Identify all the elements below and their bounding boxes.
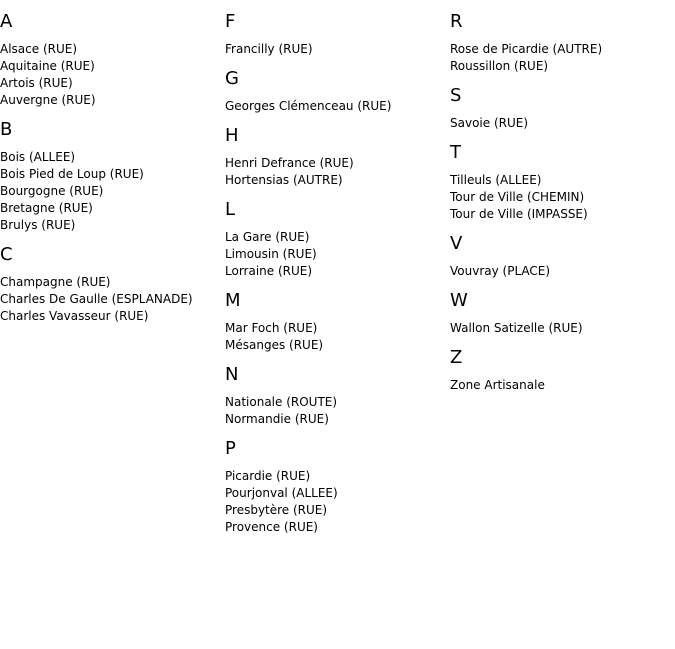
letter-heading: A [0, 11, 13, 32]
street-item: Alsace (RUE) [0, 42, 78, 56]
letter-heading: B [0, 119, 13, 140]
street-list [450, 172, 675, 223]
letter-group [450, 346, 675, 394]
letter-group [450, 232, 675, 280]
letter-heading: Z [450, 347, 463, 368]
letter-heading: L [225, 199, 236, 220]
street-item: Pourjonval (ALLEE) [225, 486, 338, 500]
letter-group [450, 10, 675, 75]
letter-heading: G [225, 68, 239, 89]
letter-group [0, 118, 225, 234]
letter-heading: T [450, 142, 461, 163]
street-item: Charles Vavasseur (RUE) [0, 309, 149, 323]
letter-heading: W [450, 290, 468, 311]
letter-heading: S [450, 85, 462, 106]
street-item: La Gare (RUE) [225, 230, 310, 244]
letter-group [450, 141, 675, 223]
street-item: Bois (ALLEE) [0, 150, 76, 164]
street-item: Bretagne (RUE) [0, 201, 93, 215]
index-column [450, 10, 675, 403]
street-item: Henri Defrance (RUE) [225, 156, 354, 170]
letter-heading: C [0, 244, 13, 265]
index-column [0, 10, 225, 334]
letter-heading: R [450, 11, 463, 32]
letter-group [225, 67, 450, 115]
index-column [225, 10, 450, 545]
street-item: Hortensias (AUTRE) [225, 173, 343, 187]
street-item: Limousin (RUE) [225, 247, 317, 261]
street-list [450, 115, 675, 132]
letter-heading: P [225, 438, 236, 459]
street-item: Roussillon (RUE) [450, 59, 549, 73]
letter-group [0, 243, 225, 325]
street-list [225, 155, 450, 189]
street-item: Savoie (RUE) [450, 116, 529, 130]
letter-group [225, 198, 450, 280]
letter-heading: M [225, 290, 241, 311]
street-item: Brulys (RUE) [0, 218, 76, 232]
street-item: Charles De Gaulle (ESPLANADE) [0, 292, 193, 306]
street-list [225, 41, 450, 58]
letter-group [225, 437, 450, 536]
letter-heading: N [225, 364, 239, 385]
letter-group [225, 363, 450, 428]
street-item: Aquitaine (RUE) [0, 59, 95, 73]
street-list [0, 149, 225, 234]
street-item: Tour de Ville (CHEMIN) [450, 190, 585, 204]
street-list [450, 320, 675, 337]
street-item: Tour de Ville (IMPASSE) [450, 207, 588, 221]
street-item: Vouvray (PLACE) [450, 264, 551, 278]
street-list [450, 263, 675, 280]
street-item: Francilly (RUE) [225, 42, 313, 56]
street-item: Presbytère (RUE) [225, 503, 328, 517]
street-list [225, 98, 450, 115]
street-list [225, 229, 450, 280]
street-list [0, 274, 225, 325]
street-item: Artois (RUE) [0, 76, 73, 90]
street-list [450, 377, 675, 394]
letter-group [0, 10, 225, 109]
street-item: Lorraine (RUE) [225, 264, 313, 278]
letter-heading: V [450, 233, 463, 254]
street-item: Picardie (RUE) [225, 469, 311, 483]
street-list [225, 468, 450, 536]
street-item: Bourgogne (RUE) [0, 184, 104, 198]
street-item: Normandie (RUE) [225, 412, 329, 426]
street-item: Nationale (ROUTE) [225, 395, 338, 409]
street-list [450, 41, 675, 75]
street-item: Mésanges (RUE) [225, 338, 324, 352]
letter-group [225, 124, 450, 189]
street-item: Wallon Satizelle (RUE) [450, 321, 583, 335]
letter-group [450, 289, 675, 337]
street-item: Champagne (RUE) [0, 275, 111, 289]
street-item: Tilleuls (ALLEE) [450, 173, 542, 187]
street-item: Auvergne (RUE) [0, 93, 96, 107]
street-list [0, 41, 225, 109]
street-item: Zone Artisanale [450, 378, 545, 392]
street-list [225, 320, 450, 354]
street-list [225, 394, 450, 428]
street-item: Bois Pied de Loup (RUE) [0, 167, 144, 181]
street-item: Mar Foch (RUE) [225, 321, 318, 335]
street-item: Rose de Picardie (AUTRE) [450, 42, 603, 56]
letter-group [450, 84, 675, 132]
letter-group [225, 289, 450, 354]
letter-heading: H [225, 125, 239, 146]
street-item: Provence (RUE) [225, 520, 318, 534]
letter-heading: F [225, 11, 236, 32]
street-item: Georges Clémenceau (RUE) [225, 99, 392, 113]
letter-group [225, 10, 450, 58]
